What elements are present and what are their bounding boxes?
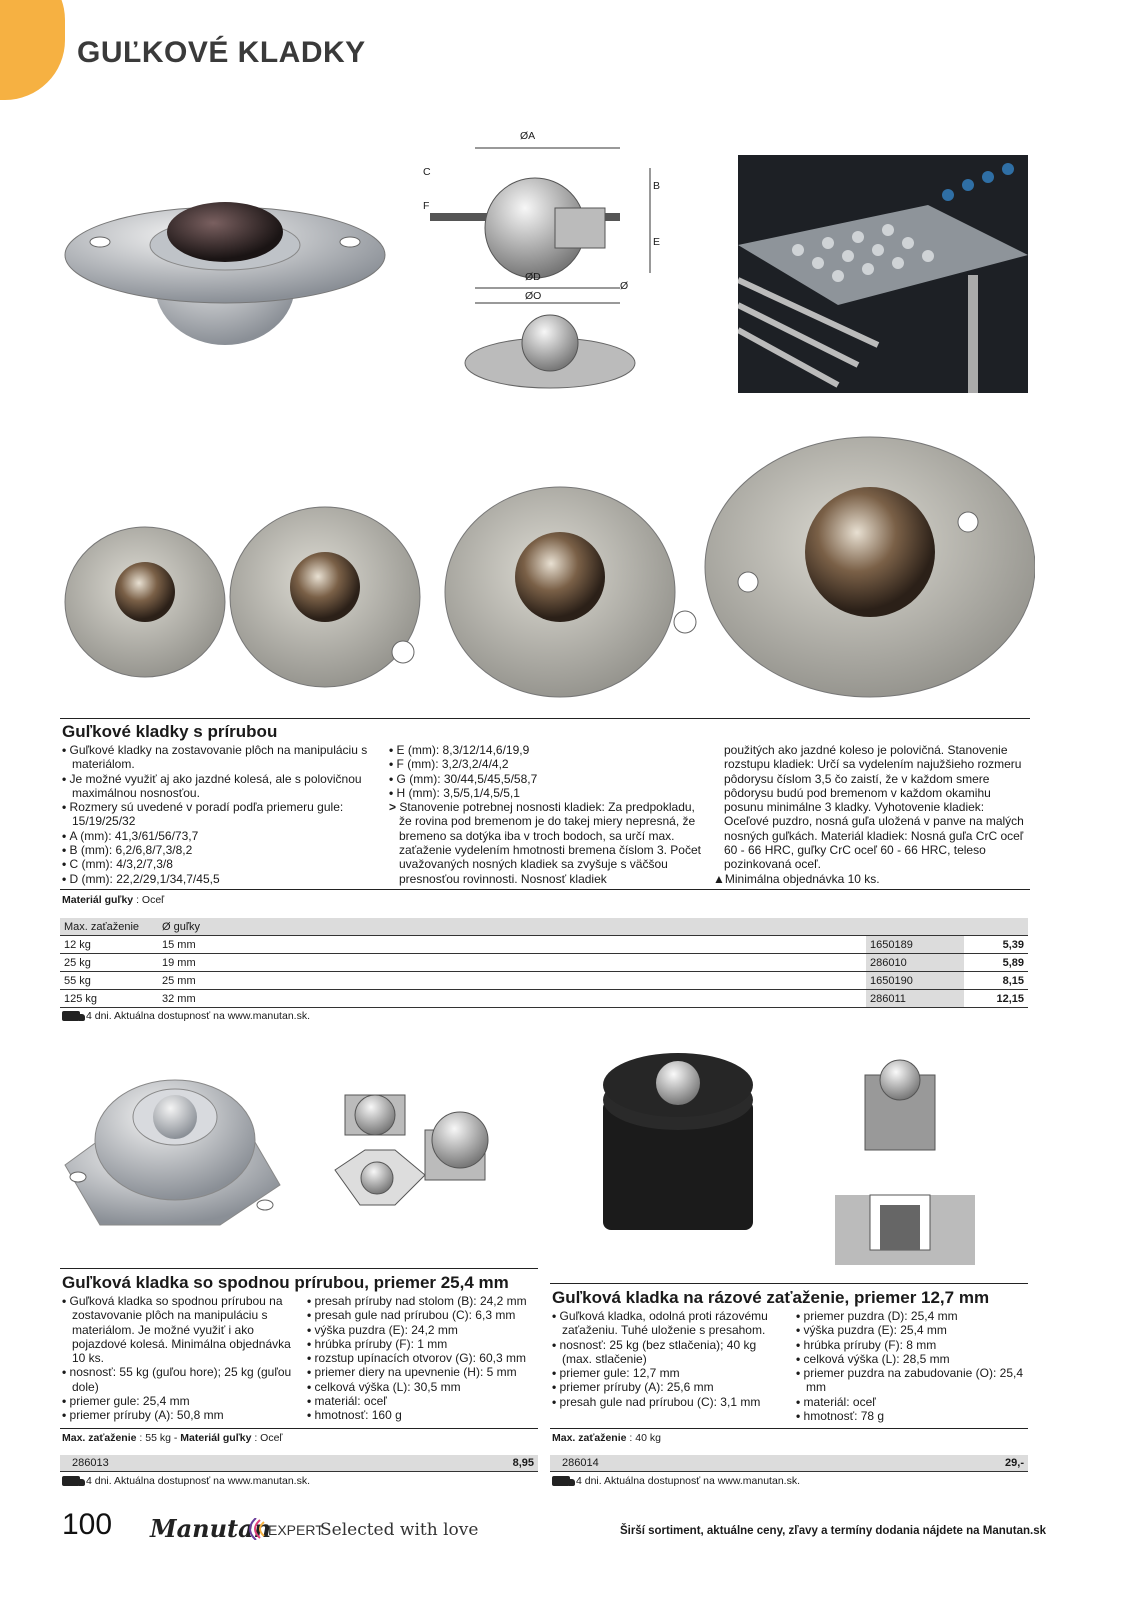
- footer-note-text: Širší sortiment, aktuálne ceny, zľavy a termíny dodania nájdete na: [620, 1525, 983, 1537]
- section3-col1-list: [550, 1309, 788, 1409]
- material-value: : Oceľ: [133, 894, 165, 906]
- product-code[interactable]: 1650189: [866, 936, 964, 954]
- table-cell: 12 kg: [60, 936, 158, 954]
- truck-icon: [62, 1476, 80, 1486]
- section2-spec-line: [62, 1432, 283, 1444]
- list-item: > Stanovenie potrebnej nosnosti kladiek: Za predpokladu, že rovina pod bremenom je do takej miery nepresná, že bremeno sa dotýka iba v troch bodoch, sa určí max. zaťaženie vydelením hmotnosti bremena číslom 3. Počet uvažovaných nosných kladiek sa zvyšuje s väčšou presnosťou rovinnosti. Nosnosť kladiek: [387, 800, 707, 886]
- list-item: • priemer diery na upevnenie (H): 5 mm: [305, 1365, 541, 1379]
- table-row[interactable]: [60, 954, 1028, 972]
- technical-diagram-section2: [315, 1080, 545, 1220]
- section1-availability: [62, 1010, 310, 1022]
- list-item: • výška puzdra (E): 25,4 mm: [794, 1323, 1030, 1337]
- list-item: • H (mm): 3,5/5,1/4,5/5,1: [387, 786, 707, 800]
- page-title: GUĽKOVÉ KLADKY: [77, 36, 366, 69]
- diagram-label-f: F: [423, 200, 430, 212]
- section3-spec-line: [552, 1432, 661, 1444]
- truck-icon: [552, 1476, 570, 1486]
- product-code[interactable]: 286010: [866, 954, 964, 972]
- list-item: • E (mm): 8,3/12/14,6/19,9: [387, 743, 707, 757]
- list-item: • D (mm): 22,2/29,1/34,7/45,5: [60, 872, 380, 886]
- diagram-label-d: ØD: [525, 271, 541, 283]
- product-code[interactable]: 286014: [562, 1457, 599, 1469]
- material-line: [62, 894, 164, 906]
- list-item: • Guľková kladka, odolná proti rázovému zaťaženiu. Tuhé uloženie s presahom.: [550, 1309, 788, 1338]
- conveyor-table-photo: [738, 155, 1028, 393]
- spec-label: Max. zaťaženie: [552, 1432, 627, 1444]
- diagram-label-e: E: [653, 236, 661, 248]
- product-price: 5,39: [964, 936, 1028, 954]
- spec-label: Materiál guľky: [180, 1432, 252, 1444]
- truck-icon: [62, 1011, 80, 1021]
- list-item: • B (mm): 6,2/6,8/7,3/8,2: [60, 843, 380, 857]
- section3-availability: [552, 1475, 800, 1487]
- table-header-cell: Max. zaťaženie: [60, 918, 158, 936]
- section1-top-rule: [60, 718, 1030, 719]
- diagram-label-b: B: [653, 180, 661, 192]
- list-item: • priemer príruby (A): 25,6 mm: [550, 1380, 788, 1394]
- list-item: • Rozmery sú uvedené v poradí podľa priemeru gule: 15/19/25/32: [60, 800, 380, 829]
- section1-mid-rule: [60, 889, 1030, 890]
- list-item: • hmotnosť: 78 g: [794, 1409, 1030, 1423]
- table-row[interactable]: [60, 990, 1028, 1008]
- list-item: • Je možné využiť aj ako jazdné kolesá, ale s polovičnou maximálnou nosnosťou.: [60, 772, 380, 801]
- table-cell: 25 kg: [60, 954, 158, 972]
- section3-price-row[interactable]: [550, 1455, 1028, 1472]
- table-row[interactable]: [60, 936, 1028, 954]
- table-header-cell: [964, 918, 1028, 936]
- list-item: • presah gule nad prírubou (C): 6,3 mm: [305, 1308, 541, 1322]
- list-item: • nosnosť: 55 kg (guľou hore); 25 kg (guľou dole): [60, 1365, 298, 1394]
- section3-title: Guľková kladka na rázové zaťaženie, priemer 12,7 mm: [552, 1288, 990, 1307]
- availability-text[interactable]: 4 dni. Aktuálna dostupnosť na www.manutan.sk.: [86, 1010, 310, 1022]
- product-code[interactable]: 286013: [72, 1457, 109, 1469]
- list-item: • priemer puzdra na zabudovanie (O): 25,4 mm: [794, 1366, 1030, 1395]
- list-item: • priemer puzdra (D): 25,4 mm: [794, 1309, 1030, 1323]
- section2-col1-list: [60, 1294, 298, 1423]
- list-item: • priemer príruby (A): 50,8 mm: [60, 1408, 298, 1422]
- table-cell: 55 kg: [60, 972, 158, 990]
- product-price: 12,15: [964, 990, 1028, 1008]
- min-order-note: ▲Minimálna objednávka 10 ks.: [713, 872, 880, 886]
- brand-expert: EXPERT: [268, 1522, 324, 1538]
- availability-text[interactable]: 4 dni. Aktuálna dostupnosť na www.manutan.sk.: [86, 1475, 310, 1487]
- material-label: Materiál guľky: [62, 894, 134, 906]
- section2-title: Guľková kladka so spodnou prírubou, priemer 25,4 mm: [62, 1273, 509, 1292]
- table-header-row: [60, 918, 1028, 936]
- product-price: 8,95: [512, 1457, 534, 1469]
- spec-value: : Oceľ: [251, 1432, 283, 1444]
- product-price: 29,-: [1005, 1457, 1024, 1469]
- list-item: • G (mm): 30/44,5/45,5/58,7: [387, 772, 707, 786]
- product-price: 5,89: [964, 954, 1028, 972]
- table-cell: 19 mm: [158, 954, 866, 972]
- table-cell: 125 kg: [60, 990, 158, 1008]
- table-cell: 15 mm: [158, 936, 866, 954]
- section3-col2-list: [794, 1309, 1030, 1423]
- brand-logo: Manutan: [150, 1514, 272, 1543]
- section2-price-row[interactable]: [60, 1455, 538, 1472]
- list-item: • priemer gule: 25,4 mm: [60, 1394, 298, 1408]
- brand-tagline: Selected with love: [320, 1520, 479, 1540]
- ball-transfers-range-photo: [60, 432, 1035, 702]
- list-item: • F (mm): 3,2/3,2/4/4,2: [387, 757, 707, 771]
- section1-title: Guľkové kladky s prírubou: [62, 722, 278, 741]
- list-item: • A (mm): 41,3/61/56/73,7: [60, 829, 380, 843]
- list-item: • hrúbka príruby (F): 1 mm: [305, 1337, 541, 1351]
- spec-label: Max. zaťaženie: [62, 1432, 137, 1444]
- table-cell: 25 mm: [158, 972, 866, 990]
- table-row[interactable]: [60, 972, 1028, 990]
- diagram-label-slash: Ø: [620, 280, 629, 292]
- brand-waves-icon: [246, 1518, 266, 1545]
- page-number: 100: [62, 1508, 113, 1541]
- list-item: • materiál: oceľ: [305, 1394, 541, 1408]
- spec-value: : 40 kg: [626, 1432, 661, 1444]
- list-item: • Guľkové kladky na zostavovanie plôch na manipuláciu s materiálom.: [60, 743, 380, 772]
- corner-accent: [0, 0, 65, 100]
- footer-link[interactable]: Manutan.sk: [982, 1525, 1047, 1537]
- section1-col1-list: [60, 743, 380, 886]
- section2-col2-list: [305, 1294, 541, 1423]
- product-table: [60, 918, 1028, 1008]
- diagram-label-a: ØA: [520, 130, 536, 142]
- section3-top-rule: [550, 1283, 1028, 1284]
- table-cell: 32 mm: [158, 990, 866, 1008]
- list-item: • výška puzdra (E): 24,2 mm: [305, 1323, 541, 1337]
- table-header-cell: Ø guľky: [158, 918, 866, 936]
- list-item: • hmotnosť: 160 g: [305, 1408, 541, 1422]
- list-item: • materiál: oceľ: [794, 1395, 1030, 1409]
- spec-value: : 55 kg -: [136, 1432, 181, 1444]
- product-code[interactable]: 1650190: [866, 972, 964, 990]
- list-item: • nosnosť: 25 kg (bez stlačenia); 40 kg (max. stlačenie): [550, 1338, 788, 1367]
- diagram-label-c: C: [423, 166, 431, 178]
- diagram-label-o: ØO: [525, 290, 542, 302]
- bottom-flange-photo: [60, 1065, 285, 1235]
- impact-ball-unit-photo: [598, 1045, 758, 1240]
- section1-col2-list: [387, 743, 707, 886]
- list-item: • rozstup upínacích otvorov (G): 60,3 mm: [305, 1351, 541, 1365]
- footer-note: [620, 1525, 1046, 1537]
- list-item: • presah príruby nad stolom (B): 24,2 mm: [305, 1294, 541, 1308]
- list-item: • C (mm): 4/3,2/7,3/8: [60, 857, 380, 871]
- list-item: • celková výška (L): 30,5 mm: [305, 1380, 541, 1394]
- section3-mid-rule: [550, 1428, 1028, 1429]
- technical-diagram-top: [415, 128, 665, 408]
- product-price: 8,15: [964, 972, 1028, 990]
- availability-text[interactable]: 4 dni. Aktuálna dostupnosť na www.manutan.sk.: [576, 1475, 800, 1487]
- table-header-cell: [866, 918, 964, 936]
- section2-availability: [62, 1475, 310, 1487]
- list-item: • presah gule nad prírubou (C): 3,1 mm: [550, 1395, 788, 1409]
- section2-top-rule: [60, 1268, 538, 1269]
- product-photo-flange: [60, 190, 395, 360]
- technical-diagram-section3: [815, 1045, 975, 1265]
- product-code[interactable]: 286011: [866, 990, 964, 1008]
- section2-mid-rule: [60, 1428, 538, 1429]
- list-item: • hrúbka príruby (F): 8 mm: [794, 1338, 1030, 1352]
- list-item: • celková výška (L): 28,5 mm: [794, 1352, 1030, 1366]
- section1-col3-text: použitých ako jazdné koleso je polovičná. Stanovenie rozstupu kladiek: Určí sa vydelením najužšieho rozmeru pôdorysu číslom 3,5 čo zaistí, že v každom smere pôdorysu budú pod bremenom v každom okamihu posunu minimálne 3 kladky. Vyhotovenie kladiek: Oceľové puzdro, nosná guľa uložená v panve na malých nosných guľkách. Materiál kladiek: Nosná guľa CrC oceľ 60 - 66 HRC, guľky CrC oceľ 60 - 66 HRC, teleso pozinkovaná oceľ.: [724, 743, 1024, 872]
- list-item: • Guľková kladka so spodnou prírubou na zostavovanie plôch na manipuláciu s materiálom. Je možné využiť i ako pojazdové kolesá. Minimálna objednávka 10 ks.: [60, 1294, 298, 1365]
- list-item: • priemer gule: 12,7 mm: [550, 1366, 788, 1380]
